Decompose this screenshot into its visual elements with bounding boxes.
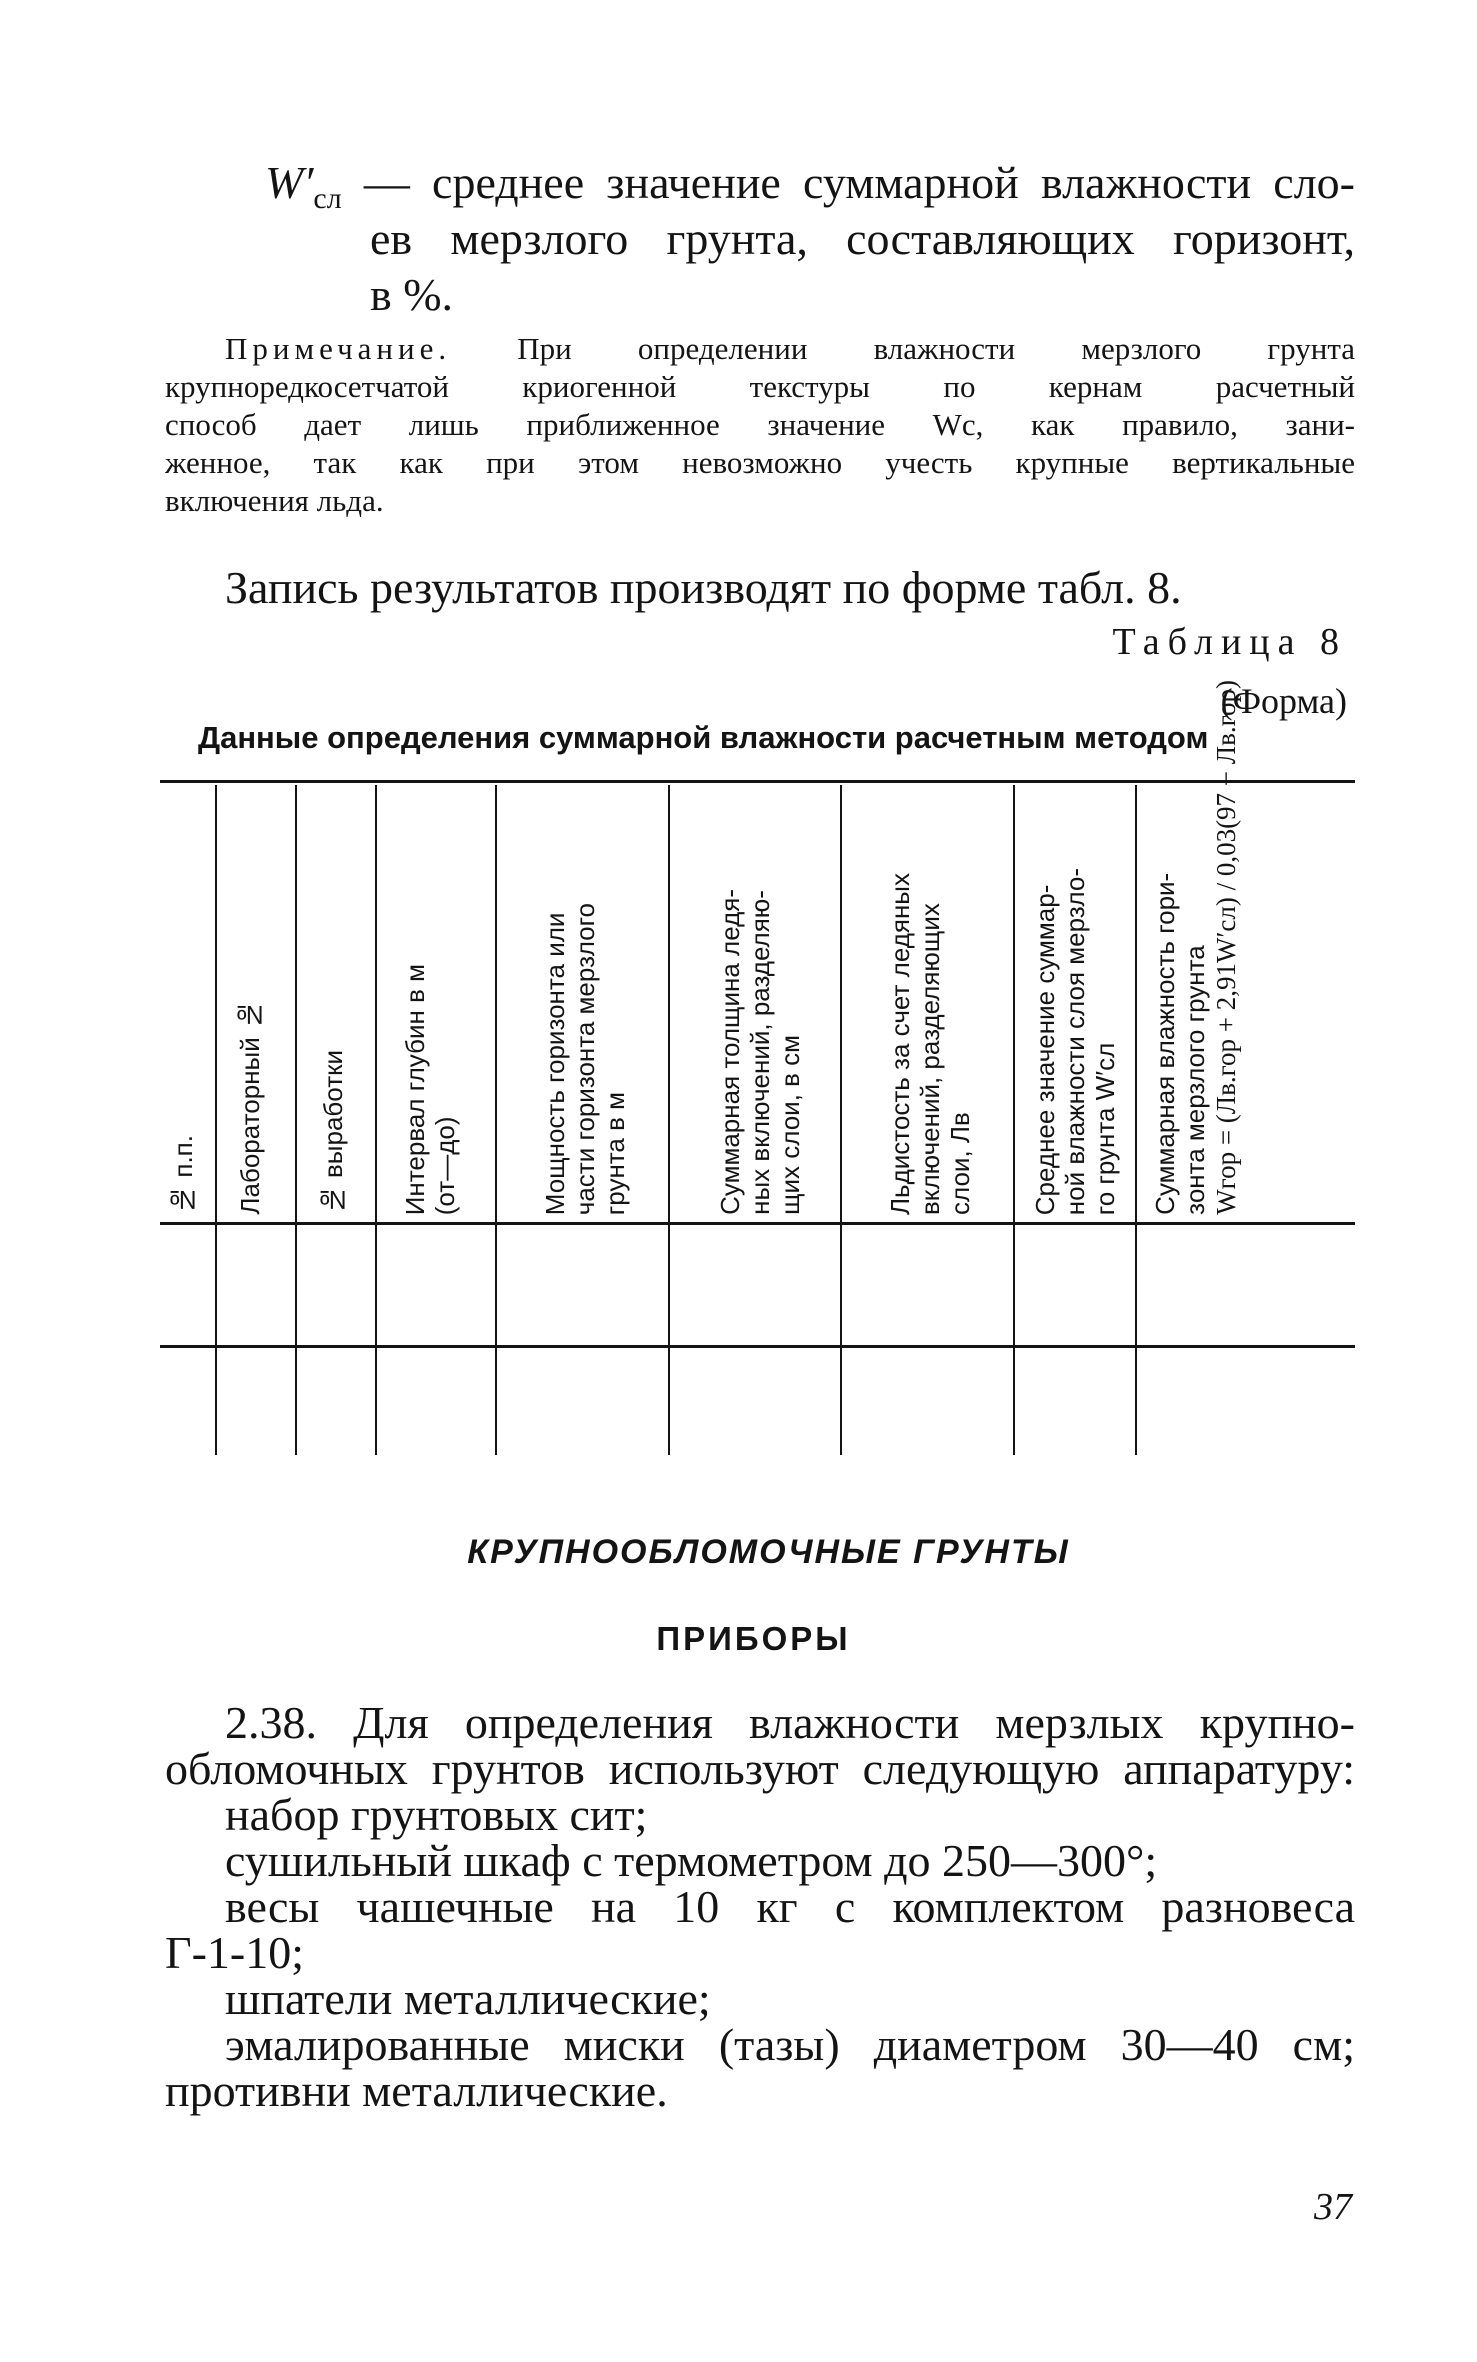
column-header-depth-interval: Интервал глубин в м (от—до) <box>400 963 460 1215</box>
note-line-4: женное, так как при этом невозможно учесть крупные вертикальные <box>165 445 1355 480</box>
table-header-rule <box>160 1222 1355 1225</box>
definition-block <box>265 155 1355 323</box>
section-title: КРУПНООБЛОМОЧНЫЕ ГРУНТЫ <box>467 1533 1070 1571</box>
subsection-title: ПРИБОРЫ <box>656 1620 851 1657</box>
column-header-number: № п.п. <box>168 1135 198 1215</box>
table-col-line <box>668 785 670 1455</box>
p1-line-2: обломочных грунтов используют следующую аппаратуру: <box>165 1743 1355 1794</box>
table-col-line <box>495 785 497 1455</box>
list-item-continuation: Г-1-10; <box>165 1927 305 1978</box>
note-line-1: Примечание. При определении влажности мерзлого грунта <box>225 331 1356 366</box>
table-col-line <box>840 785 842 1455</box>
list-item: шпатели металлические; <box>225 1973 711 2024</box>
list-item: эмалированные миски (тазы) диаметром 30—40 см; <box>225 2019 1355 2070</box>
list-item: противни металлические. <box>165 2065 668 2116</box>
table-form-label: (Форма) <box>1220 681 1347 721</box>
definition-symbol: $W'_{сл}$ <box>265 157 342 216</box>
note-line-3: способ дает лишь приближенное значение Wс, как правило, зани- <box>165 407 1355 442</box>
definition-line-2: ев мерзлого грунта, составляющих горизонт, <box>370 213 1355 264</box>
note-line-5: включения льда. <box>165 483 384 518</box>
p1-line-1: 2.38. Для определения влажности мерзлых крупно- <box>225 1697 1355 1748</box>
body-block <box>165 1697 1355 2116</box>
table-col-line <box>1135 785 1137 1455</box>
total-moisture-formula: Wгор = (Лв.гор + 2,91W′сл) / 0,03(97 − Лв.гор) <box>1211 680 1241 1215</box>
table-row-rule <box>160 1345 1355 1348</box>
page-number: 37 <box>1314 2186 1352 2228</box>
list-item: сушильный шкаф с термометром до 250—300°; <box>225 1835 1158 1886</box>
column-header-horizon-thickness: Мощность горизонта или части горизонта мерзлого грунта в м <box>540 902 630 1215</box>
table-col-line <box>295 785 297 1455</box>
column-header-excavation-number: № выработки <box>318 1049 348 1215</box>
definition-line-1: $W'_{сл}$ — среднее значение суммарной влажности сло- <box>265 157 1355 216</box>
table-title: Данные определения суммарной влажности расчетным методом <box>198 720 1209 755</box>
table-col-line <box>1013 785 1015 1455</box>
list-item: набор грунтовых сит; <box>225 1789 648 1840</box>
record-line: Запись результатов производят по форме табл. 8. <box>225 562 1182 613</box>
definition-line-3: в %. <box>370 269 454 320</box>
table-col-line <box>215 785 217 1455</box>
note-block <box>165 330 1355 520</box>
column-header-ice-thickness: Суммарная толщина ледя- ных включений, разделяю- щих слои, в см <box>715 889 805 1215</box>
column-header-average-moisture: Среднее значение суммар- ной влажности слоя мерзло- го грунта W′сл <box>1030 867 1120 1215</box>
column-header-lab-number: Лабораторный № <box>235 1000 265 1215</box>
column-header-total-moisture: Суммарная влажность гори- зонта мерзлого грунта Wгор = (Лв.гор + 2,91W′сл) / 0,03(97 − Лв.гор) <box>1150 680 1241 1215</box>
column-header-ice-content: Льдистость за счет ледяных включений, разделяющих слои, Лв <box>885 873 975 1215</box>
table-number: Таблица 8 <box>1112 621 1347 663</box>
table-col-line <box>375 785 377 1455</box>
list-item: весы чашечные на 10 кг с комплектом разновеса <box>225 1881 1355 1932</box>
note-line-2: крупноредкосетчатой криогенной текстуры по кернам расчетный <box>165 369 1355 404</box>
note-label: Примечание. <box>225 331 452 366</box>
